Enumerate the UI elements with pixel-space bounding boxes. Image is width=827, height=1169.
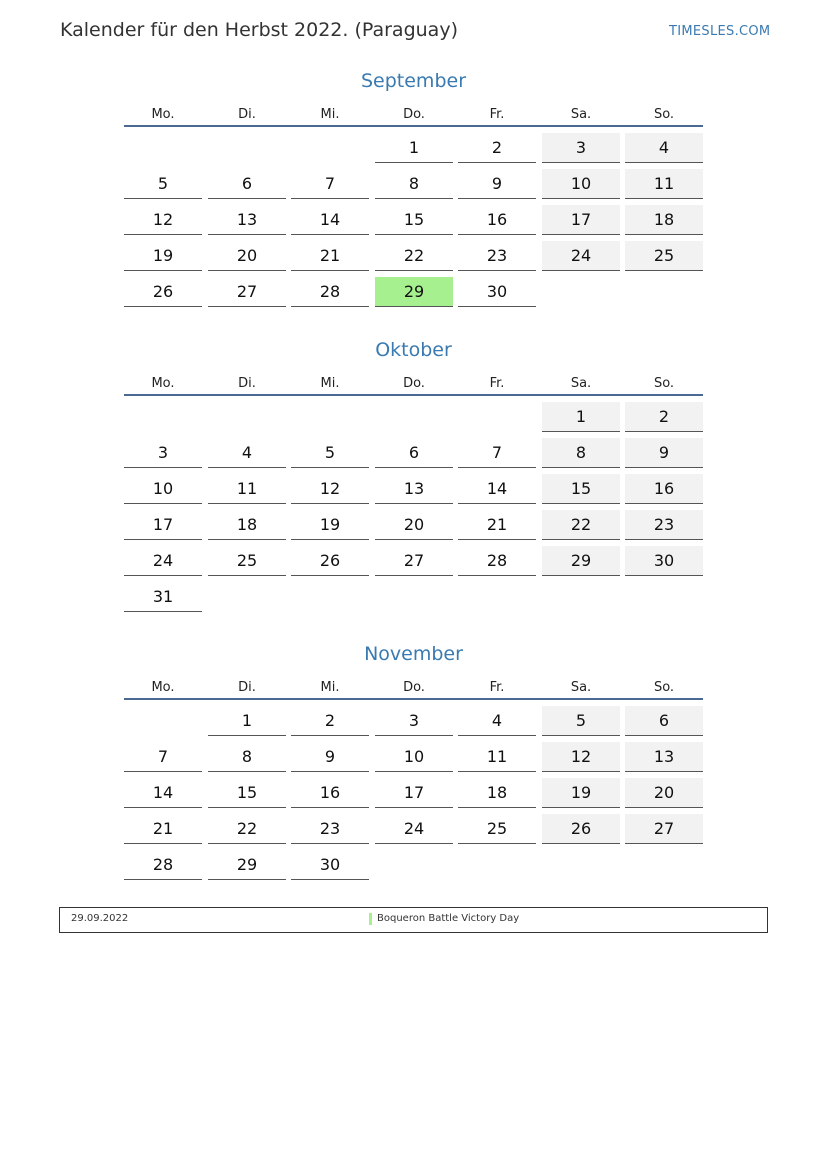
weekday-label: Do.: [403, 680, 425, 695]
day-cell: 23: [625, 510, 703, 540]
day-cell: 4: [625, 133, 703, 163]
day-cell: 18: [208, 510, 286, 540]
weekday-label: Di.: [238, 107, 256, 122]
day-cell: 2: [625, 402, 703, 432]
day-cell: 29: [542, 546, 620, 576]
day-cell: 19: [291, 510, 369, 540]
day-cell: 27: [625, 814, 703, 844]
day-cell: 10: [375, 742, 453, 772]
weekday-label: Mi.: [320, 107, 340, 122]
day-cell: 10: [542, 169, 620, 199]
day-cell: 11: [208, 474, 286, 504]
day-cell: 9: [291, 742, 369, 772]
day-cell: 20: [625, 778, 703, 808]
weekday-label: Do.: [403, 107, 425, 122]
day-cell: 27: [208, 277, 286, 307]
day-cell: 17: [124, 510, 202, 540]
day-cell: 5: [542, 706, 620, 736]
day-cell: 10: [124, 474, 202, 504]
day-cell: 21: [291, 241, 369, 271]
holiday-color-swatch: [369, 913, 372, 925]
header-divider: [124, 698, 703, 700]
day-cell: 7: [124, 742, 202, 772]
day-cell: 12: [542, 742, 620, 772]
day-cell: 23: [458, 241, 536, 271]
day-cell: 6: [208, 169, 286, 199]
legend-date: 29.09.2022: [71, 913, 129, 924]
day-cell: 3: [542, 133, 620, 163]
day-cell: 9: [458, 169, 536, 199]
day-cell: 14: [458, 474, 536, 504]
day-cell: 4: [458, 706, 536, 736]
month-title: September: [360, 70, 467, 92]
day-cell: 16: [625, 474, 703, 504]
day-cell: 16: [291, 778, 369, 808]
day-cell: 23: [291, 814, 369, 844]
day-cell: 3: [375, 706, 453, 736]
day-cell: 7: [458, 438, 536, 468]
day-cell: 2: [291, 706, 369, 736]
legend-holiday-name: Boqueron Battle Victory Day: [377, 913, 520, 924]
weekday-header: [124, 107, 703, 127]
weekday-label: Sa.: [570, 107, 592, 122]
day-cell: 30: [291, 850, 369, 880]
day-cell: 22: [208, 814, 286, 844]
day-cell: 25: [625, 241, 703, 271]
weekday-label: Mo.: [151, 680, 175, 695]
weekday-label: Mo.: [151, 107, 175, 122]
day-cell: 1: [375, 133, 453, 163]
day-cell: 21: [458, 510, 536, 540]
day-cell: 26: [542, 814, 620, 844]
site-link[interactable]: TIMESLES.COM: [669, 24, 771, 39]
day-cell: 13: [208, 205, 286, 235]
day-cell: 7: [291, 169, 369, 199]
weekday-header: [124, 376, 703, 396]
day-cell: 8: [208, 742, 286, 772]
weekday-label: Fr.: [489, 680, 505, 695]
day-cell: 28: [124, 850, 202, 880]
page-title: Kalender für den Herbst 2022. (Paraguay): [60, 19, 458, 41]
day-cell: 8: [375, 169, 453, 199]
weekday-label: Sa.: [570, 376, 592, 391]
day-cell: 30: [458, 277, 536, 307]
weekday-label: Mo.: [151, 376, 175, 391]
day-cell: 20: [208, 241, 286, 271]
day-cell: 14: [124, 778, 202, 808]
weekday-header: [124, 680, 703, 700]
day-cell-holiday: 29: [375, 277, 453, 307]
day-cell: 15: [542, 474, 620, 504]
day-cell: 28: [291, 277, 369, 307]
day-cell: 4: [208, 438, 286, 468]
day-cell: 11: [625, 169, 703, 199]
day-cell: 1: [542, 402, 620, 432]
weekday-label: Di.: [238, 680, 256, 695]
day-cell: 26: [291, 546, 369, 576]
holiday-legend: [59, 907, 768, 933]
weekday-label: Sa.: [570, 680, 592, 695]
day-cell: 13: [375, 474, 453, 504]
day-cell: 1: [208, 706, 286, 736]
weekday-label: Fr.: [489, 107, 505, 122]
day-cell: 11: [458, 742, 536, 772]
day-cell: 12: [291, 474, 369, 504]
day-cell: 9: [625, 438, 703, 468]
day-cell: 14: [291, 205, 369, 235]
day-cell: 20: [375, 510, 453, 540]
day-cell: 24: [375, 814, 453, 844]
day-cell: 19: [124, 241, 202, 271]
day-cell: 16: [458, 205, 536, 235]
day-cell: 22: [375, 241, 453, 271]
day-cell: 30: [625, 546, 703, 576]
day-cell: 24: [124, 546, 202, 576]
day-cell: 24: [542, 241, 620, 271]
weekday-label: Mi.: [320, 680, 340, 695]
day-cell: 22: [542, 510, 620, 540]
weekday-label: Fr.: [489, 376, 505, 391]
weekday-label: Do.: [403, 376, 425, 391]
day-cell: 13: [625, 742, 703, 772]
day-cell: 29: [208, 850, 286, 880]
day-cell: 12: [124, 205, 202, 235]
weekday-label: So.: [653, 107, 675, 122]
day-cell: 26: [124, 277, 202, 307]
day-cell: 27: [375, 546, 453, 576]
month-title: Oktober: [375, 339, 452, 361]
day-cell: 17: [375, 778, 453, 808]
weekday-label: So.: [653, 680, 675, 695]
day-cell: 19: [542, 778, 620, 808]
day-cell: 3: [124, 438, 202, 468]
day-cell: 18: [458, 778, 536, 808]
day-cell: 28: [458, 546, 536, 576]
day-cell: 18: [625, 205, 703, 235]
day-cell: 25: [208, 546, 286, 576]
day-cell: 25: [458, 814, 536, 844]
weekday-label: Mi.: [320, 376, 340, 391]
month-title: November: [364, 643, 463, 665]
weekday-label: So.: [653, 376, 675, 391]
day-cell: 15: [208, 778, 286, 808]
day-cell: 31: [124, 582, 202, 612]
header-divider: [124, 394, 703, 396]
header-divider: [124, 125, 703, 127]
day-cell: 8: [542, 438, 620, 468]
day-cell: 5: [291, 438, 369, 468]
day-cell: 17: [542, 205, 620, 235]
day-cell: 6: [375, 438, 453, 468]
day-cell: 21: [124, 814, 202, 844]
day-cell: 6: [625, 706, 703, 736]
day-cell: 15: [375, 205, 453, 235]
weekday-label: Di.: [238, 376, 256, 391]
day-cell: 2: [458, 133, 536, 163]
day-cell: 5: [124, 169, 202, 199]
